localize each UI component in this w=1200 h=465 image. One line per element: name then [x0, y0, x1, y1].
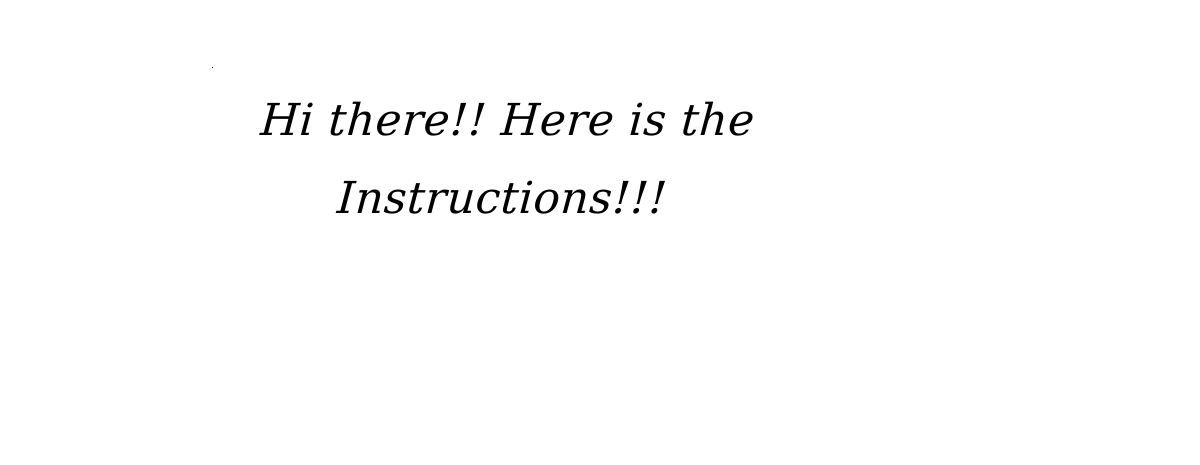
handwritten-heading [235, 82, 776, 238]
stray-dot [212, 67, 213, 68]
heading-line-2: Instructions!!! [335, 173, 669, 224]
heading-line-1: Hi there!! Here is the [258, 95, 757, 146]
